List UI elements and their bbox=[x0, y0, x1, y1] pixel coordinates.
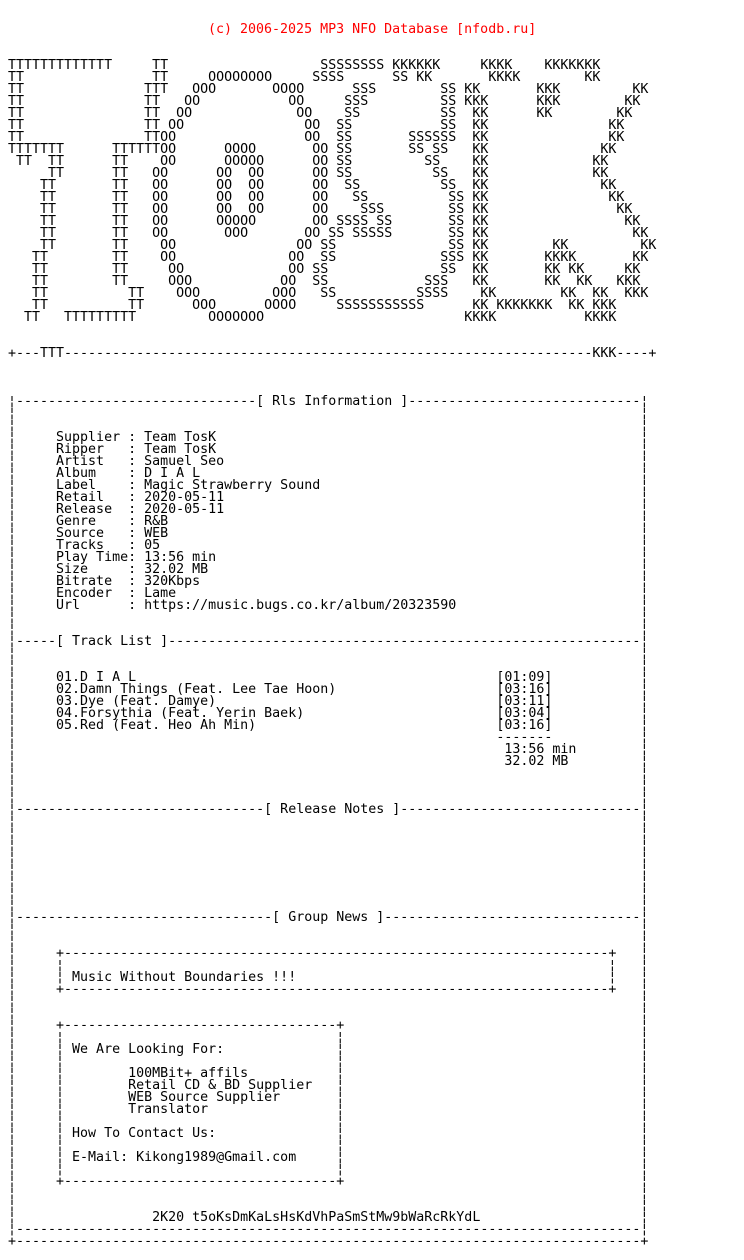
looking-for-item: ¦ ¦ WEB Source Supplier ¦ ¦ bbox=[8, 1090, 649, 1105]
track-row: ¦ 03.Dye (Feat. Damye) [03:11] ¦ bbox=[8, 694, 649, 709]
frame-blank-line: ¦ ¦ bbox=[8, 874, 649, 889]
logo-art-line: TTTTTTT TTTTTTOO OOOO OO SS SS SS KK KK bbox=[8, 142, 617, 157]
frame-blank-line: ¦ ¦ bbox=[8, 646, 649, 661]
info-field: ¦ Source : WEB ¦ bbox=[8, 526, 649, 541]
url-field[interactable]: ¦ Url : https://music.bugs.co.kr/album/20323590 ¦ bbox=[8, 598, 649, 613]
frame-blank-line: ¦ ¦ bbox=[8, 406, 649, 421]
frame-blank-line: ¦ ¦ bbox=[8, 922, 649, 937]
logo-art-line: TT TTTTTTTTT OOOOOOO KKKK KKKK bbox=[8, 310, 617, 325]
frame-blank-line: ¦ ¦ bbox=[8, 790, 649, 805]
frame-bottom-border: +------------------------------------------------------------------------------+ bbox=[8, 1234, 649, 1249]
frame-blank-line: ¦ ¦ bbox=[8, 838, 649, 853]
frame-blank-line: ¦ ¦ bbox=[8, 862, 649, 877]
looking-for-heading: ¦ ¦ We Are Looking For: ¦ ¦ bbox=[8, 1042, 649, 1057]
frame-blank-line: ¦ ¦ bbox=[8, 814, 649, 829]
contact-box-top: ¦ +----------------------------------+ ¦ bbox=[8, 1018, 649, 1033]
contact-box-bottom: ¦ +----------------------------------+ ¦ bbox=[8, 1174, 649, 1189]
contact-box-line: ¦ ¦ ¦ ¦ bbox=[8, 1054, 649, 1069]
nfo-body bbox=[8, 396, 656, 1248]
logo-art-line: TT TTOO OO SS SSSSSS KK KK bbox=[8, 130, 625, 145]
logo-art-line: TT TT OO OO OO OO SSS SS KK KK bbox=[8, 202, 633, 217]
logo-art-line: TT TT OOO OO SS SSS KK KK KK KKK bbox=[8, 274, 641, 289]
logo-art-line: TT TT OO OOO OO SS SSSSS SS KK KK bbox=[8, 226, 649, 241]
section-title-track-list: ¦-----[ Track List ]-----------------------------------------------------------¦ bbox=[8, 634, 649, 649]
frame-bottom-inner: ¦------------------------------------------------------------------------------¦ bbox=[8, 1222, 649, 1237]
looking-for-item: ¦ ¦ Translator ¦ ¦ bbox=[8, 1102, 649, 1117]
info-field: ¦ Artist : Samuel Seo ¦ bbox=[8, 454, 649, 469]
frame-blank-line: ¦ ¦ bbox=[8, 610, 649, 625]
track-row: ¦ 04.Forsythia (Feat. Yerin Baek) [03:04] ¦ bbox=[8, 706, 649, 721]
track-row: ¦ 05.Red (Feat. Heo Ah Min) [03:16] ¦ bbox=[8, 718, 649, 733]
motto-text: ¦ ¦ Music Without Boundaries !!! ¦ ¦ bbox=[8, 970, 649, 985]
info-field: ¦ Ripper : Team TosK ¦ bbox=[8, 442, 649, 457]
frame-blank-line: ¦ ¦ bbox=[8, 1198, 649, 1213]
info-field: ¦ Tracks : 05 ¦ bbox=[8, 538, 649, 553]
frame-blank-line: ¦ ¦ bbox=[8, 886, 649, 901]
frame-blank-line: ¦ ¦ bbox=[8, 622, 649, 637]
frame-blank-line: ¦ ¦ bbox=[8, 1186, 649, 1201]
contact-box-line: ¦ ¦ ¦ ¦ bbox=[8, 1114, 649, 1129]
frame-blank-line: ¦ ¦ bbox=[8, 766, 649, 781]
info-field: ¦ Play Time: 13:56 min ¦ bbox=[8, 550, 649, 565]
logo-art-line: TT TT OO OO OO OO SS SS KK KK bbox=[8, 166, 609, 181]
frame-blank-line: ¦ ¦ bbox=[8, 994, 649, 1009]
credit-text[interactable]: (c) 2006-2025 MP3 NFO Database [nfodb.ru] bbox=[208, 22, 537, 37]
info-field: ¦ Genre : R&B ¦ bbox=[8, 514, 649, 529]
frame-blank-line: ¦ ¦ bbox=[8, 418, 649, 433]
frame-blank-line: ¦ ¦ bbox=[8, 850, 649, 865]
frame-blank-line: ¦ ¦ bbox=[8, 934, 649, 949]
contact-box-line: ¦ ¦ ¦ ¦ bbox=[8, 1030, 649, 1045]
nfo-document bbox=[8, 0, 656, 1260]
info-field: ¦ Encoder : Lame ¦ bbox=[8, 586, 649, 601]
section-title-release-notes: ¦-------------------------------[ Release Notes ]------------------------------¦ bbox=[8, 802, 649, 817]
logo-art-line: TT TT OO OO SSS SS KKK KKK KK bbox=[8, 94, 641, 109]
frame-blank-line: ¦ ¦ bbox=[8, 778, 649, 793]
logo-art-line: TT TT OO OO SS SS KK KK KK bbox=[8, 238, 657, 253]
motto-box-line: ¦ ¦ ¦ ¦ bbox=[8, 958, 649, 973]
track-row: ¦ 01.D I A L [01:09] ¦ bbox=[8, 670, 649, 685]
motto-box-bottom: ¦ +--------------------------------------------------------------------+ ¦ bbox=[8, 982, 649, 997]
logo-art-line: TT TT TT OO OOOOO OO SS SS KK KK bbox=[8, 154, 609, 169]
logo-art-line: TT TT OO OO SS SS KK KK bbox=[8, 118, 625, 133]
info-field: ¦ Size : 32.02 MB ¦ bbox=[8, 562, 649, 577]
contact-heading: ¦ ¦ How To Contact Us: ¦ ¦ bbox=[8, 1126, 649, 1141]
frame-blank-line: ¦ ¦ bbox=[8, 1006, 649, 1021]
logo-art-line: TT TT OO OO OO OO SS SS KK KK bbox=[8, 190, 625, 205]
logo-art-line: TT TT OO OO SS SS KK KK KK bbox=[8, 106, 633, 121]
nfodb-credit-header[interactable] bbox=[8, 24, 656, 36]
logo-art-line: TT TT OO OO SS SS KK KK KK KK bbox=[8, 262, 641, 277]
frame-blank-line: ¦ ¦ bbox=[8, 658, 649, 673]
info-field: ¦ Release : 2020-05-11 ¦ bbox=[8, 502, 649, 517]
section-title-rls-information: ¦------------------------------[ Rls Information ]-----------------------------¦ bbox=[8, 394, 649, 409]
looking-for-item: ¦ ¦ Retail CD & BD Supplier ¦ ¦ bbox=[8, 1078, 649, 1093]
logo-art-line: TT TT OOO OOO SS SSSS KK KK KK KKK bbox=[8, 286, 649, 301]
info-field: ¦ Supplier : Team TosK ¦ bbox=[8, 430, 649, 445]
section-title-group-news: ¦--------------------------------[ Group News ]--------------------------------¦ bbox=[8, 910, 649, 925]
logo-art-line: TT TTT OOO OOOO SSS SS KK KKK KK bbox=[8, 82, 649, 97]
motto-box-top: ¦ +--------------------------------------------------------------------+ ¦ bbox=[8, 946, 649, 961]
logo-art-line: TTTTTTTTTTTTT TT SSSSSSSS KKKKKK KKKK KKKKKKK bbox=[8, 58, 601, 73]
track-row: ¦ 02.Damn Things (Feat. Lee Tae Hoon) [03:16] ¦ bbox=[8, 682, 649, 697]
footer-signature: ¦ 2K20 t5oKsDmKaLsHsKdVhPaSmStMw9bWaRcRkYdL ¦ bbox=[8, 1210, 649, 1225]
info-field: ¦ Label : Magic Strawberry Sound ¦ bbox=[8, 478, 649, 493]
info-field: ¦ Album : D I A L ¦ bbox=[8, 466, 649, 481]
email-line[interactable]: ¦ ¦ E-Mail: Kikong1989@Gmail.com ¦ ¦ bbox=[8, 1150, 649, 1165]
frame-top-border: +---TTT------------------------------------------------------------------KKK----+ bbox=[8, 346, 657, 361]
contact-box-line: ¦ ¦ ¦ ¦ bbox=[8, 1162, 649, 1177]
logo-art-line: TT TT OO OO SS SSS KK KKKK KK bbox=[8, 250, 649, 265]
contact-box-line: ¦ ¦ ¦ ¦ bbox=[8, 1138, 649, 1153]
frame-blank-line: ¦ ¦ bbox=[8, 898, 649, 913]
looking-for-item: ¦ ¦ 100MBit+ affils ¦ ¦ bbox=[8, 1066, 649, 1081]
logo-art-line: TT TT OOO OOOO SSSSSSSSSSS KK KKKKKKK KK KKK bbox=[8, 298, 617, 313]
logo-art-line: TT TT OOOOOOOO SSSS SS KK KKKK KK bbox=[8, 70, 601, 85]
track-separator: ¦ ------- ¦ bbox=[8, 730, 649, 745]
info-field: ¦ Bitrate : 320Kbps ¦ bbox=[8, 574, 649, 589]
logo-art-line: TT TT OO OO OO OO SS SS KK KK bbox=[8, 178, 617, 193]
logo-ascii-art bbox=[8, 60, 656, 324]
info-field: ¦ Retail : 2020-05-11 ¦ bbox=[8, 490, 649, 505]
logo-art-line: TT TT OO OOOOO OO SSSS SS SS KK KK bbox=[8, 214, 641, 229]
frame-blank-line: ¦ ¦ bbox=[8, 826, 649, 841]
track-total-time: ¦ 13:56 min ¦ bbox=[8, 742, 649, 757]
track-total-size: ¦ 32.02 MB ¦ bbox=[8, 754, 649, 769]
